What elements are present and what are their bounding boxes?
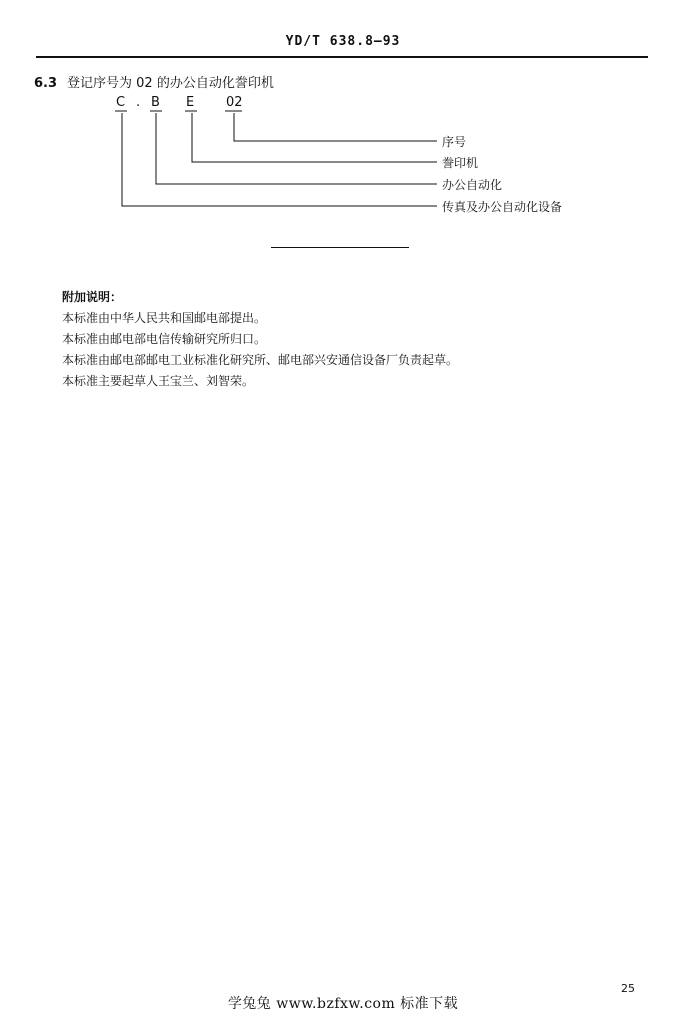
notes-title: 附加说明：: [62, 290, 123, 304]
connector-e: [192, 113, 437, 162]
section-title: 登记序号为 02 的办公自动化誊印机: [67, 76, 274, 91]
label-serial-number: 序号: [442, 135, 467, 149]
end-of-text-rule: [271, 247, 409, 248]
connector-c: [122, 113, 437, 206]
code-serial: 02: [226, 95, 243, 110]
footer-watermark: 学兔兔 www.bzfxw.com 标准下载: [227, 996, 459, 1012]
code-letter-e: E: [186, 95, 195, 110]
page-number: 25: [621, 982, 635, 995]
document-code: YD/T 638.8—93: [285, 34, 401, 49]
section-number: 6.3: [34, 76, 58, 91]
code-letter-c: C: [116, 95, 126, 110]
connector-b: [156, 113, 437, 184]
connector-serial: [234, 113, 437, 141]
notes-line: 本标准由邮电部电信传输研究所归口。: [62, 332, 267, 346]
code-structure-diagram: [0, 0, 686, 240]
notes-line: 本标准由邮电部邮电工业标准化研究所、邮电部兴安通信设备厂负责起草。: [62, 353, 459, 367]
notes-line: 本标准由中华人民共和国邮电部提出。: [62, 311, 267, 325]
code-separator-dot: .: [136, 95, 141, 110]
notes-line: 本标准主要起草人王宝兰、刘智荣。: [62, 374, 255, 388]
label-duplicator: 誊印机: [442, 156, 479, 170]
code-letter-b: B: [151, 95, 160, 110]
label-office-automation: 办公自动化: [442, 178, 503, 192]
additional-notes: [62, 287, 458, 392]
label-fax-office-equipment: 传真及办公自动化设备: [442, 200, 563, 214]
